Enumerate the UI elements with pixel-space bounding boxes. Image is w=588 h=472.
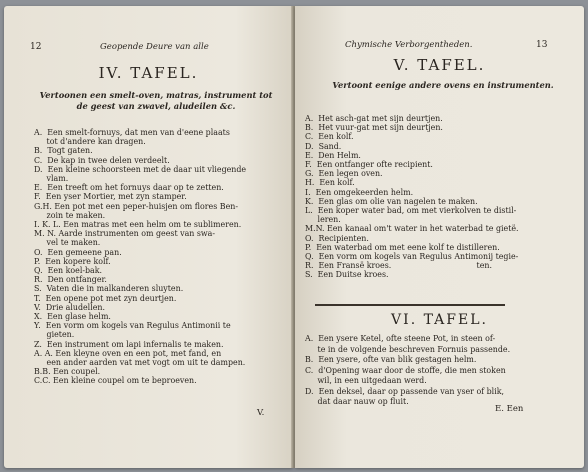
legend-entry: Y. Een vorm om kogels van Regulus Antimonii te — [34, 321, 231, 331]
right-plate-title-2: VI. TAFEL. — [391, 312, 488, 328]
legend-entry: leren. — [305, 215, 341, 225]
right-plate-title: V. TAFEL. — [393, 56, 486, 74]
left-page — [4, 6, 293, 468]
right-legend-list — [305, 114, 575, 280]
legend-entry: F. Een ontfanger ofte recipient. — [305, 160, 433, 170]
legend-entry: D. Een kleine schoorsteen met de daar uit vliegende — [34, 164, 247, 174]
left-running-head: Geopende Deure van alle — [100, 42, 209, 52]
legend-entry: G.H. Een pot met een peper-huisjen om flores Ben- — [34, 201, 238, 211]
legend-entry: V. Drie aludellen. — [34, 302, 105, 312]
legend-entry: S. Een Duitse kroes. — [305, 270, 389, 280]
left-legend-list — [34, 128, 290, 386]
legend-entry: G. Een legen oven. — [305, 169, 383, 179]
legend-entry: B. Togt gaten. — [34, 146, 93, 156]
left-catchword: V. — [257, 408, 265, 418]
legend-entry: O. Een gemeene pan. — [34, 247, 122, 257]
legend-entry: gieten. — [34, 330, 75, 340]
legend-entry: Q. Een vorm om kogels van Regulus Antimonij tegie- — [305, 252, 519, 262]
legend-entry: A. Een smelt-fornuys, dat men van d'eene plaats — [34, 128, 230, 137]
right-legend-list-2 — [305, 334, 577, 408]
right-page — [295, 6, 584, 468]
legend-entry: O. Recipienten. — [305, 233, 369, 243]
legend-entry: C. d'Opening waar door de stoffe, die men stoken — [305, 365, 506, 375]
legend-entry: K. Een glas om olie van nagelen te maken. — [305, 196, 478, 206]
left-plate-title: IV. TAFEL. — [98, 64, 199, 82]
legend-entry: A. Het asch-gat met sijn deurtjen. — [305, 114, 443, 123]
legend-entry: M.N. Een kanaal om't water in het waterbad te gietë. — [305, 224, 519, 234]
legend-entry: D. Een deksel, daar op passende van yser of blik, — [305, 386, 505, 396]
legend-entry: S. Vaten die in malkanderen sluyten. — [34, 284, 184, 294]
legend-entry: tot d'andere kan dragen. — [34, 137, 146, 147]
legend-entry: P. Een waterbad om met eene kolf te distilleren. — [305, 242, 500, 252]
right-catchword: E. Een — [495, 404, 524, 414]
legend-entry: I. Een omgekeerden helm. — [305, 187, 414, 197]
legend-entry: B. Het vuur-gat met sijn deurtjen. — [305, 123, 443, 133]
right-page-number: 13 — [536, 40, 548, 50]
legend-entry: E. Een treeft om het fornuys daar op te zetten. — [34, 183, 224, 193]
legend-entry: C. De kap in twee delen verdeelt. — [34, 155, 170, 165]
legend-entry: te in de volgende beschreven Fornuis passende. — [305, 344, 511, 354]
legend-entry: vel te maken. — [34, 238, 101, 248]
legend-entry: C.C. Een kleine coupel om te beproeven. — [34, 376, 197, 386]
legend-entry: C. Een kolf. — [305, 132, 354, 142]
legend-entry: wil, in een uitgedaan werd. — [305, 376, 427, 385]
legend-entry: A. A. Een kleyne oven en een pot, met fand, en — [34, 348, 222, 358]
open-book — [4, 6, 584, 468]
legend-entry: een ander aarden vat met vogt om uit te dampen. — [34, 358, 246, 368]
right-running-head: Chymische Verborgentheden. — [345, 40, 473, 50]
legend-entry: R. Een Fransë kroes. ten. — [305, 261, 492, 271]
legend-entry: B.B. Een coupel. — [34, 367, 101, 377]
legend-entry: zoin te maken. — [34, 210, 106, 220]
legend-entry: dat daar nauw op fluit. — [305, 397, 409, 406]
legend-entry: P. Een kopere kolf. — [34, 256, 111, 266]
legend-entry: T. Een opene pot met zyn deurtjen. — [34, 293, 177, 303]
section-divider — [315, 304, 505, 306]
legend-entry: Q. Een koel-bak. — [34, 266, 103, 276]
legend-entry: H. Een kolf. — [305, 178, 355, 188]
legend-entry: vlam. — [34, 174, 69, 184]
legend-entry: L. Een koper water bad, om met vierkolven te distil- — [305, 206, 517, 216]
left-plate-subtitle: Vertoonen een smelt-oven, matras, instrument tot de geest van zwavel, aludeilen &c. — [39, 90, 273, 111]
legend-entry: M. N. Aarde instrumenten om geest van swa- — [34, 229, 216, 239]
legend-entry: I. K. L. Een matras met een helm om te sublimeren. — [34, 220, 242, 230]
legend-entry: F. Een yser Mortier, met zyn stamper. — [34, 192, 187, 202]
legend-entry: E. Den Helm. — [305, 150, 361, 160]
right-plate-subtitle: Vertoont eenige andere ovens en instrumenten. — [332, 80, 554, 90]
legend-entry: X. Een glase helm. — [34, 312, 111, 322]
legend-entry: A. Een ysere Ketel, ofte steene Pot, in steen of- — [305, 334, 496, 343]
left-page-number: 12 — [30, 42, 42, 52]
legend-entry: B. Een ysere, ofte van blik gestagen helm. — [305, 355, 477, 364]
legend-entry: Z. Een instrument om lapi infernalis te maken. — [34, 339, 224, 349]
legend-entry: D. Sand. — [305, 141, 342, 151]
legend-entry: R. Den ontfanger. — [34, 275, 107, 285]
